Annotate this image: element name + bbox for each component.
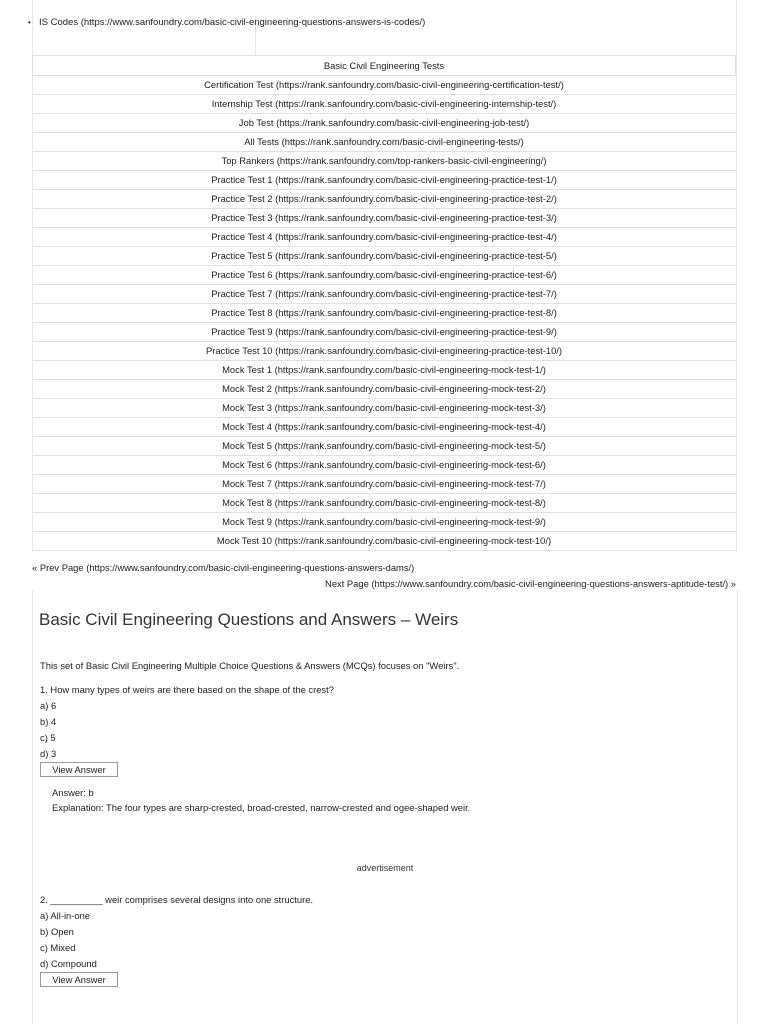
test-link[interactable]: Mock Test 3 (https://rank.sanfoundry.com/basic-civil-engineering-mock-test-3/) [33, 399, 736, 418]
answer-1: Answer: b [52, 787, 94, 798]
test-link[interactable]: Mock Test 7 (https://rank.sanfoundry.com/basic-civil-engineering-mock-test-7/) [33, 475, 736, 494]
question-2-text: 2. __________ weir comprises several designs into one structure. [40, 894, 314, 905]
explanation-1: Explanation: The four types are sharp-crested, broad-crested, narrow-crested and ogee-shaped weir. [52, 802, 471, 813]
view-answer-button-1[interactable]: View Answer [40, 762, 118, 777]
question-1-option-c: c) 5 [40, 732, 56, 743]
test-link[interactable]: Mock Test 1 (https://rank.sanfoundry.com/basic-civil-engineering-mock-test-1/) [33, 361, 736, 380]
is-codes-link-label[interactable]: IS Codes (https://www.sanfoundry.com/basic-civil-engineering-questions-answers-is-codes/) [39, 17, 426, 28]
test-link[interactable]: Practice Test 10 (https://rank.sanfoundry.com/basic-civil-engineering-practice-test-10/) [33, 342, 736, 361]
question-1-text: 1. How many types of weirs are there based on the shape of the crest? [40, 684, 334, 695]
test-link[interactable]: Practice Test 7 (https://rank.sanfoundry.com/basic-civil-engineering-practice-test-7/) [33, 285, 736, 304]
intro-text: This set of Basic Civil Engineering Multiple Choice Questions & Answers (MCQs) focuses on "Weirs". [40, 660, 460, 671]
test-link[interactable]: Practice Test 9 (https://rank.sanfoundry.com/basic-civil-engineering-practice-test-9/) [33, 323, 736, 342]
is-codes-link[interactable] [28, 16, 426, 30]
content-border-right [736, 0, 737, 552]
test-link[interactable]: Top Rankers (https://rank.sanfoundry.com/top-rankers-basic-civil-engineering/) [33, 152, 736, 171]
view-answer-button-2[interactable]: View Answer [40, 972, 118, 987]
test-link[interactable]: Mock Test 2 (https://rank.sanfoundry.com/basic-civil-engineering-mock-test-2/) [33, 380, 736, 399]
test-link[interactable]: Practice Test 8 (https://rank.sanfoundry.com/basic-civil-engineering-practice-test-8/) [33, 304, 736, 323]
test-link[interactable]: Internship Test (https://rank.sanfoundry.com/basic-civil-engineering-internship-test/) [33, 95, 736, 114]
question-2-option-a: a) All-in-one [40, 910, 91, 921]
bullet-icon: • [28, 18, 31, 27]
question-1-option-a: a) 6 [40, 700, 57, 711]
tests-table [32, 55, 736, 551]
question-2-option-b: b) Open [40, 926, 74, 937]
test-link[interactable]: Practice Test 3 (https://rank.sanfoundry.com/basic-civil-engineering-practice-test-3/) [33, 209, 736, 228]
article [32, 590, 738, 1024]
test-link[interactable]: Practice Test 1 (https://rank.sanfoundry.com/basic-civil-engineering-practice-test-1/) [33, 171, 736, 190]
test-link[interactable]: Mock Test 10 (https://rank.sanfoundry.com/basic-civil-engineering-mock-test-10/) [33, 532, 736, 551]
test-link[interactable]: Mock Test 6 (https://rank.sanfoundry.com/basic-civil-engineering-mock-test-6/) [33, 456, 736, 475]
question-2-option-d: d) Compound [40, 958, 97, 969]
test-link[interactable]: Mock Test 9 (https://rank.sanfoundry.com/basic-civil-engineering-mock-test-9/) [33, 513, 736, 532]
test-link[interactable]: Mock Test 5 (https://rank.sanfoundry.com/basic-civil-engineering-mock-test-5/) [33, 437, 736, 456]
prev-page-link[interactable]: « Prev Page (https://www.sanfoundry.com/basic-civil-engineering-questions-answers-dams/) [32, 562, 415, 573]
test-link[interactable]: Mock Test 4 (https://rank.sanfoundry.com/basic-civil-engineering-mock-test-4/) [33, 418, 736, 437]
test-link[interactable]: Job Test (https://rank.sanfoundry.com/basic-civil-engineering-job-test/) [33, 114, 736, 133]
next-page-link[interactable]: Next Page (https://www.sanfoundry.com/basic-civil-engineering-questions-answers-aptitude-test/) » [325, 578, 736, 589]
tests-table-header: Basic Civil Engineering Tests [33, 56, 736, 76]
test-link[interactable]: Practice Test 2 (https://rank.sanfoundry.com/basic-civil-engineering-practice-test-2/) [33, 190, 736, 209]
test-link[interactable]: Practice Test 5 (https://rank.sanfoundry.com/basic-civil-engineering-practice-test-5/) [33, 247, 736, 266]
question-1-option-d: d) 3 [40, 748, 57, 759]
test-link[interactable]: Certification Test (https://rank.sanfoundry.com/basic-civil-engineering-certification-test/) [33, 76, 736, 95]
test-link[interactable]: Mock Test 8 (https://rank.sanfoundry.com/basic-civil-engineering-mock-test-8/) [33, 494, 736, 513]
question-2-option-c: c) Mixed [40, 942, 76, 953]
question-1-option-b: b) 4 [40, 716, 57, 727]
test-link[interactable]: Practice Test 4 (https://rank.sanfoundry.com/basic-civil-engineering-practice-test-4/) [33, 228, 736, 247]
test-link[interactable]: Practice Test 6 (https://rank.sanfoundry.com/basic-civil-engineering-practice-test-6/) [33, 266, 736, 285]
test-link[interactable]: All Tests (https://rank.sanfoundry.com/basic-civil-engineering-tests/) [33, 133, 736, 152]
page-title: Basic Civil Engineering Questions and Answers – Weirs [39, 610, 459, 629]
advertisement-label: advertisement [356, 863, 414, 873]
